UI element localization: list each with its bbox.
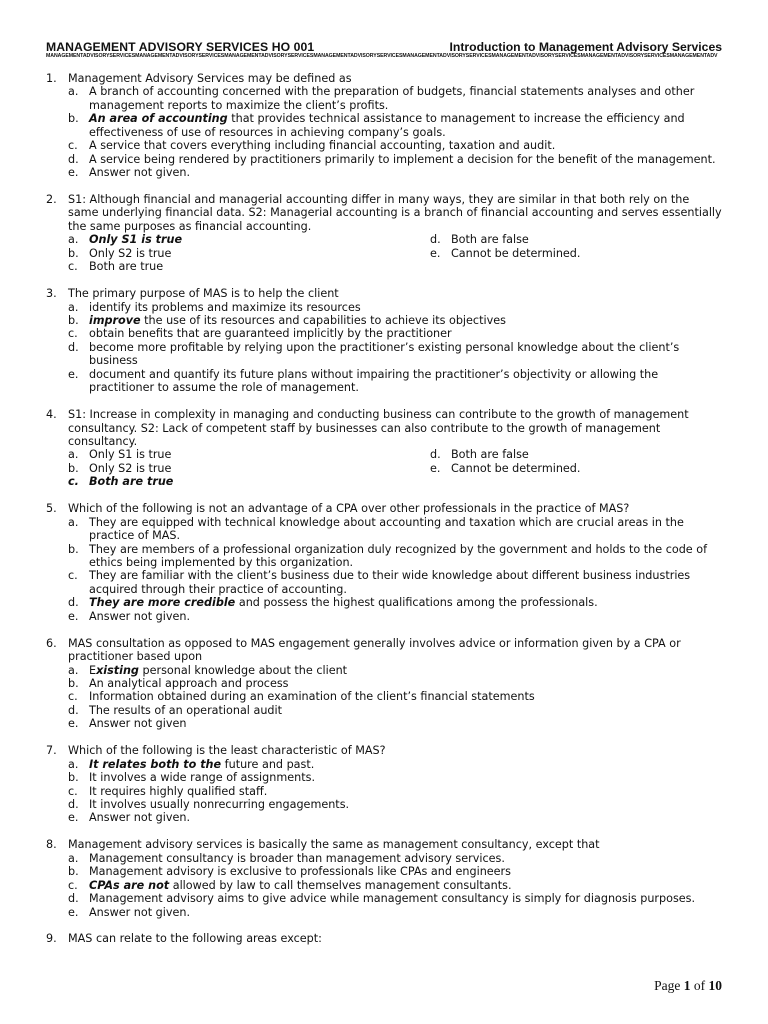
page-header xyxy=(46,40,722,64)
option-e: e. Answer not given. xyxy=(68,905,190,919)
option-d: d. become more profitable by relying upon the practitioner’s existing personal knowledge about the client’s business xyxy=(68,340,680,368)
option-c: c. Both are true xyxy=(68,475,174,489)
option-d: d. They are more credible and possess the highest qualifications among the professionals. xyxy=(68,596,598,610)
question-text: S1: Increase in complexity in managing and conducting business can contribute to the growth of management consultancy. S2: Lack of competent staff by businesses can also contribute to the growth of management consultancy. xyxy=(68,408,689,448)
question-number: 4. xyxy=(46,408,57,422)
question-text: S1: Although financial and managerial accounting differ in many ways, they are similar in that both rely on the same underlying financial data. S2: Managerial accounting is a branch of financial accounting and serves essentially the same purposes as financial accounting. xyxy=(68,193,722,233)
option-e: e. Answer not given. xyxy=(68,811,190,825)
question-6 xyxy=(46,637,722,731)
option-e: e. Answer not given. xyxy=(68,609,190,623)
answer-highlight: improve xyxy=(89,313,141,327)
option-a: a. Only S1 is true xyxy=(68,233,183,247)
option-b: b. They are members of a professional organization duly recognized by the government and holds to the code of ethics being implemented by this organization. xyxy=(68,542,708,569)
question-9 xyxy=(46,932,722,945)
option-d: d. Both are false xyxy=(430,448,529,462)
option-a: a. A branch of accounting concerned with the preparation of budgets, financial statements analyses and other management reports to maximize the client’s profits. xyxy=(68,85,695,112)
option-c: c. obtain benefits that are guaranteed implicitly by the practitioner xyxy=(68,327,452,341)
option-b: b. improve the use of its resources and capabilities to achieve its objectives xyxy=(68,313,506,327)
option-b: b. An analytical approach and process xyxy=(68,676,289,690)
option-d: d. A service being rendered by practitioners primarily to implement a decision for the benefit of the management. xyxy=(68,152,716,166)
question-5 xyxy=(46,502,722,623)
answer-highlight: CPAs are not xyxy=(89,878,170,892)
option-c: c. Both are true xyxy=(68,260,164,274)
header-course-title: MANAGEMENT ADVISORY SERVICES HO 001 xyxy=(46,40,315,54)
question-4 xyxy=(46,408,722,489)
question-number: 2. xyxy=(46,193,57,207)
answer-highlight: An area of accounting xyxy=(89,112,228,126)
question-number: 7. xyxy=(46,744,57,758)
option-b: b. Only S2 is true xyxy=(68,461,172,475)
current-page: 1 xyxy=(683,978,691,993)
option-a: a. It relates both to the future and past. xyxy=(68,757,315,771)
question-number: 8. xyxy=(46,838,57,852)
header-repeated-strip: MANAGEMENTADVISORYSERVICESMANAGEMENTADVISORYSERVICESMANAGEMENTADVISORYSERVICESMANAGEMENTADVISORYSERVICESMANAGEMENTADVISORYSERVICESMANAGEMENTADVISORYSERVICESMANAGEMENTADVISORYSERVICESMANAGEMENTADV xyxy=(46,53,718,59)
answer-highlight: Both are true xyxy=(89,475,174,489)
question-number: 6. xyxy=(46,636,57,650)
question-8 xyxy=(46,838,722,919)
option-d: d. Both are false xyxy=(430,233,529,247)
question-text: Management Advisory Services may be defined as xyxy=(68,72,352,85)
question-text: Which of the following is not an advantage of a CPA over other professionals in the practice of MAS? xyxy=(68,502,630,516)
option-e: e. document and quantify its future plans without impairing the practitioner’s objectivity or allowing the practitioner to assume the role of management. xyxy=(68,367,659,395)
page-word: Page xyxy=(654,978,681,993)
option-d: d. It involves usually nonrecurring engagements. xyxy=(68,798,350,811)
question-7 xyxy=(46,744,722,825)
option-b: b. It involves a wide range of assignments. xyxy=(68,771,315,785)
options-two-column xyxy=(68,233,722,273)
question-text: Which of the following is the least characteristic of MAS? xyxy=(68,744,386,758)
answer-highlight: They are more credible xyxy=(89,596,236,610)
option-c: c. They are familiar with the client’s business due to their wide knowledge about different business industries acquired through their practice of accounting. xyxy=(68,569,691,596)
option-b: b. Only S2 is true xyxy=(68,246,172,260)
options-two-column xyxy=(68,448,722,488)
option-e: e. Answer not given. xyxy=(68,166,190,180)
option-a: a. Existing personal knowledge about the client xyxy=(68,663,348,677)
answer-highlight: xisting xyxy=(96,663,139,677)
of-word: of xyxy=(693,978,706,993)
option-e: e. Cannot be determined. xyxy=(430,246,581,260)
question-number: 9. xyxy=(46,932,57,946)
question-number: 5. xyxy=(46,502,57,516)
question-number: 3. xyxy=(46,287,57,301)
header-topic-title: Introduction to Management Advisory Services xyxy=(449,40,722,54)
option-c: c. It requires highly qualified staff. xyxy=(68,784,268,798)
option-e: e. Cannot be determined. xyxy=(430,461,581,475)
option-a: a. Only S1 is true xyxy=(68,448,172,462)
option-a: a. They are equipped with technical knowledge about accounting and taxation which are crucial areas in the practice of MAS. xyxy=(68,515,684,543)
option-e: e. Answer not given xyxy=(68,717,187,731)
option-b: b. An area of accounting that provides technical assistance to management to increase the efficiency and effectiveness of use of resources in achieving company’s goals. xyxy=(68,112,685,139)
option-d: d. Management advisory aims to give advice while management consultancy is simply for diagnosis purposes. xyxy=(68,892,696,906)
question-text: Management advisory services is basically the same as management consultancy, except that xyxy=(68,838,600,852)
question-3 xyxy=(46,287,722,395)
question-text: MAS consultation as opposed to MAS engagement generally involves advice or information given by a CPA or practitioner based upon xyxy=(68,636,681,664)
question-text: The primary purpose of MAS is to help the client xyxy=(68,287,339,301)
option-c: c. Information obtained during an examination of the client’s financial statements xyxy=(68,690,535,704)
question-number: 1. xyxy=(46,72,57,85)
page-number xyxy=(654,978,722,994)
question-text: MAS can relate to the following areas except: xyxy=(68,932,322,946)
total-pages: 10 xyxy=(708,978,722,993)
answer-highlight: It relates both to the xyxy=(89,757,222,771)
questions-list xyxy=(46,72,722,959)
option-a: a. Management consultancy is broader than management advisory services. xyxy=(68,851,505,865)
answer-highlight: Only S1 is true xyxy=(89,233,183,247)
option-c: c. A service that covers everything including financial accounting, taxation and audit. xyxy=(68,139,556,153)
option-b: b. Management advisory is exclusive to professionals like CPAs and engineers xyxy=(68,865,511,879)
option-c: c. CPAs are not allowed by law to call themselves management consultants. xyxy=(68,878,512,892)
option-a: a. identify its problems and maximize its resources xyxy=(68,300,361,314)
option-d: d. The results of an operational audit xyxy=(68,703,283,717)
question-1 xyxy=(46,72,722,180)
question-2 xyxy=(46,193,722,274)
